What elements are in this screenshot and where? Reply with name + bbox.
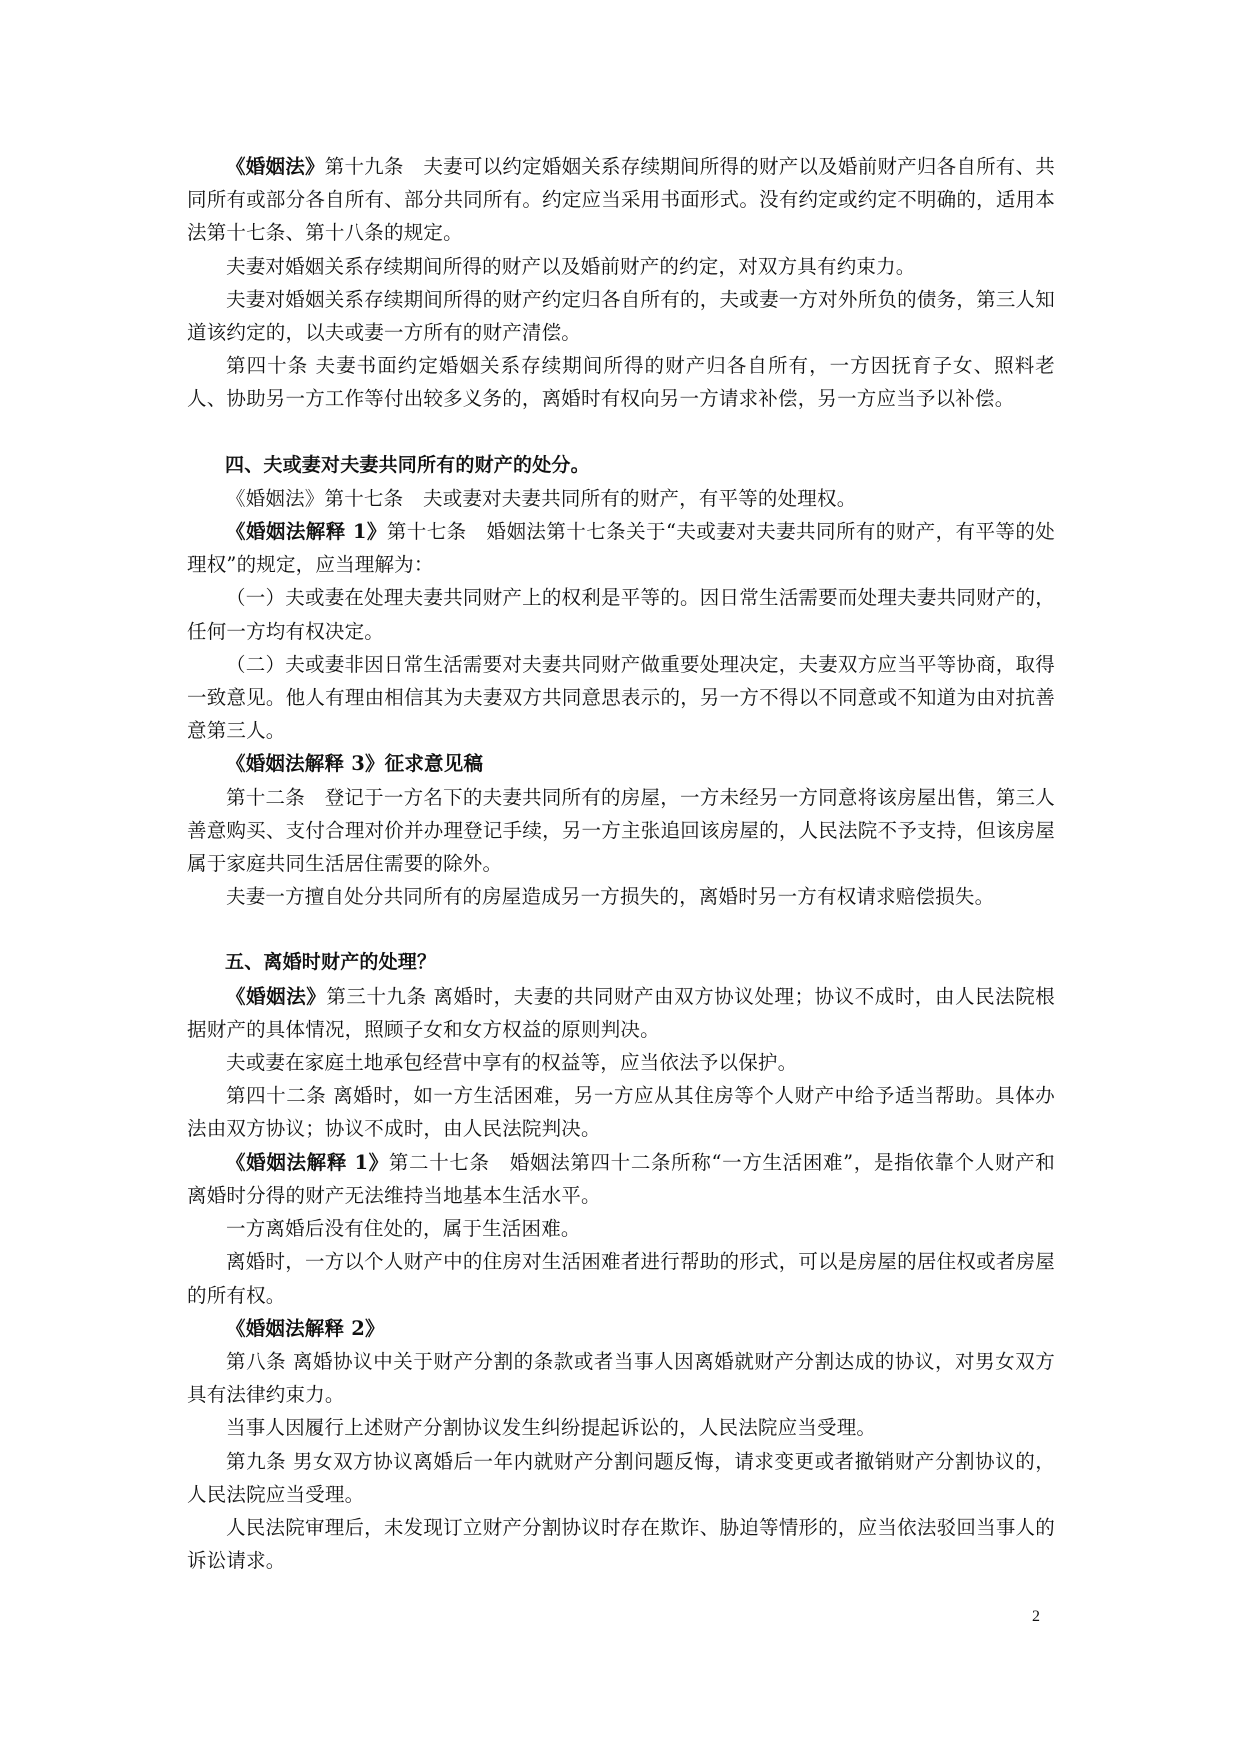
paragraph: （二）夫或妻非因日常生活需要对夫妻共同财产做重要处理决定，夫妻双方应当平等协商，取得一致意见。他人有理由相信其为夫妻双方共同意思表示的，另一方不得以不同意或不知道为由对抗善意第三人。 <box>187 652 1055 743</box>
law-title-line: 《婚姻法解释 2》 <box>226 1316 385 1340</box>
paragraph: 第九条 男女双方协议离婚后一年内就财产分割问题反悔，请求变更或者撤销财产分割协议的，人民法院应当受理。 <box>187 1449 1055 1506</box>
paragraph-text: 第十七条 婚姻法第十七条关于“夫或妻对夫妻共同所有的财产，有平等的处理权”的规定，应当理解为： <box>187 520 1055 577</box>
paragraph <box>187 150 1055 250</box>
law-title: 《婚姻法》 <box>226 984 327 1008</box>
paragraph: 《婚姻法》第十七条 夫或妻对夫妻共同所有的财产，有平等的处理权。 <box>226 486 857 510</box>
paragraph: 第四十二条 离婚时，如一方生活困难，另一方应从其住房等个人财产中给予适当帮助。具体办法由双方协议；协议不成时，由人民法院判决。 <box>187 1084 1055 1141</box>
section-gap <box>187 416 1055 449</box>
law-title: 《婚姻法》 <box>226 155 325 178</box>
paragraph <box>187 980 1055 1046</box>
paragraph: 夫妻对婚姻关系存续期间所得的财产以及婚前财产的约定，对双方具有约束力。 <box>226 254 916 278</box>
paragraph: 第八条 离婚协议中关于财产分割的条款或者当事人因离婚就财产分割达成的协议，对男女双方具有法律约束力。 <box>187 1349 1055 1407</box>
page-number: 2 <box>1032 1608 1040 1625</box>
paragraph: （一）夫或妻在处理夫妻共同财产上的权利是平等的。因日常生活需要而处理夫妻共同财产的，任何一方均有权决定。 <box>187 586 1055 643</box>
section-gap <box>187 913 1055 946</box>
paragraph-text: 第十九条 夫妻可以约定婚姻关系存续期间所得的财产以及婚前财产归各自所有、共同所有或部分各自所有、部分共同所有。约定应当采用书面形式。没有约定或约定不明确的，适用本法第十七条、第十八条的规定。 <box>187 155 1055 245</box>
paragraph <box>187 1146 1055 1212</box>
document-body <box>187 150 1055 1577</box>
paragraph: 第十二条 登记于一方名下的夫妻共同所有的房屋，一方未经另一方同意将该房屋出售，第三人善意购买、支付合理对价并办理登记手续，另一方主张追回该房屋的，人民法院不予支持，但该房屋属于家庭共同生活居住需要的除外。 <box>187 785 1055 876</box>
paragraph <box>187 515 1055 581</box>
law-title: 《婚姻法解释 1》 <box>226 1150 389 1174</box>
paragraph: 夫妻对婚姻关系存续期间所得的财产约定归各自所有的，夫或妻一方对外所负的债务，第三人知道该约定的，以夫或妻一方所有的财产清偿。 <box>187 287 1055 345</box>
paragraph-text: 第二十七条 婚姻法第四十二条所称“一方生活困难”，是指依靠个人财产和离婚时分得的财产无法维持当地基本生活水平。 <box>187 1150 1055 1207</box>
paragraph: 当事人因履行上述财产分割协议发生纠纷提起诉讼的，人民法院应当受理。 <box>226 1416 877 1440</box>
paragraph-text: 第三十九条 离婚时，夫妻的共同财产由双方协议处理；协议不成时，由人民法院根据财产的具体情况，照顾子女和女方权益的原则判决。 <box>187 984 1055 1041</box>
paragraph: 离婚时，一方以个人财产中的住房对生活困难者进行帮助的形式，可以是房屋的居住权或者房屋的所有权。 <box>187 1250 1055 1307</box>
section-heading: 四、夫或妻对夫妻共同所有的财产的处分。 <box>225 453 590 476</box>
law-title-line: 《婚姻法解释 3》征求意见稿 <box>226 752 484 776</box>
paragraph: 人民法院审理后，未发现订立财产分割协议时存在欺诈、胁迫等情形的，应当依法驳回当事人的诉讼请求。 <box>187 1515 1055 1573</box>
section-heading: 五、离婚时财产的处理？ <box>225 951 437 974</box>
law-title: 《婚姻法解释 1》 <box>226 520 387 544</box>
paragraph: 第四十条 夫妻书面约定婚姻关系存续期间所得的财产归各自所有，一方因抚育子女、照料老人、协助另一方工作等付出较多义务的，离婚时有权向另一方请求补偿，另一方应当予以补偿。 <box>187 354 1055 411</box>
paragraph: 夫妻一方擅自处分共同所有的房屋造成另一方损失的，离婚时另一方有权请求赔偿损失。 <box>226 885 995 909</box>
paragraph: 夫或妻在家庭土地承包经营中享有的权益等，应当依法予以保护。 <box>226 1051 798 1075</box>
paragraph: 一方离婚后没有住处的，属于生活困难。 <box>226 1217 581 1241</box>
